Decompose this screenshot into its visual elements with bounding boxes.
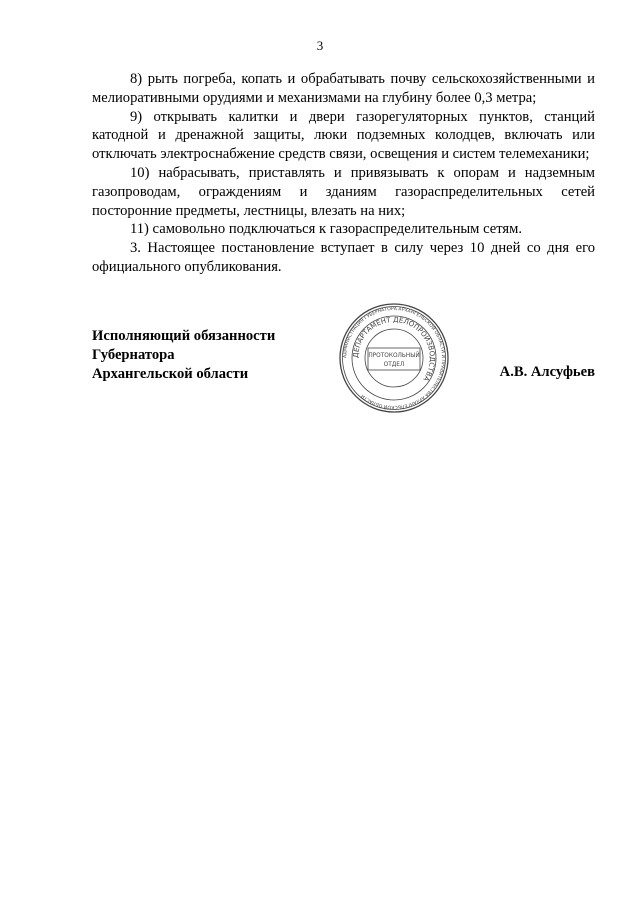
svg-text:ДЕПАРТАМЕНТ ДЕЛОПРОИЗВОДСТВА (352, 316, 436, 383)
paragraph-item-9: 9) открывать калитки и двери газорегуляторных пунктов, станций катодной и дренажной защиты, люки подземных колодцев, включать или отключать электроснабжение средств связи, освещения и систем телемеханики; (92, 108, 595, 163)
signatory-position (92, 327, 275, 383)
page-number: 3 (316, 38, 324, 53)
paragraph-effective-date: 3. Настоящее постановление вступает в силу через 10 дней со дня его официального опубликования. (92, 240, 595, 275)
paragraph-item-8: 8) рыть погреба, копать и обрабатывать почву сельскохозяйственными и мелиоративными орудиями и механизмами на глубину более 0,3 метра; (92, 71, 595, 106)
document-body (92, 70, 595, 277)
official-seal-stamp (338, 302, 450, 414)
seal-center-line-1: ПРОТОКОЛЬНЫЙ (368, 353, 420, 359)
signatory-name: А.В. Алсуфьев (499, 364, 595, 380)
seal-inner-text: ДЕПАРТАМЕНТ ДЕЛОПРОИЗВОДСТВА (351, 315, 437, 383)
paragraph-item-11: 11) самовольно подключаться к газораспределительным сетям. (130, 221, 522, 238)
signatory-position-line: Исполняющий обязанности (92, 328, 276, 344)
signatory-position-line: Губернатора (92, 346, 175, 363)
seal-outer-text: АДМИНИСТРАЦИЯ ГУБЕРНАТОРА АРХАНГЕЛЬСКОЙ ОБЛАСТИ И ПРАВИТЕЛЬСТВА АРХАНГЕЛЬСКОЙ ОБЛАСТИ (342, 306, 446, 410)
paragraph-item-10: 10) набрасывать, приставлять и привязывать к опорам и надземным газопроводам, ограждениям и зданиям газораспределительных сетей посторонние предметы, лестницы, влезать на них; (92, 164, 595, 219)
signatory-position-line: Архангельской области (92, 365, 249, 382)
seal-center-line-2: ОТДЕЛ (383, 362, 405, 368)
